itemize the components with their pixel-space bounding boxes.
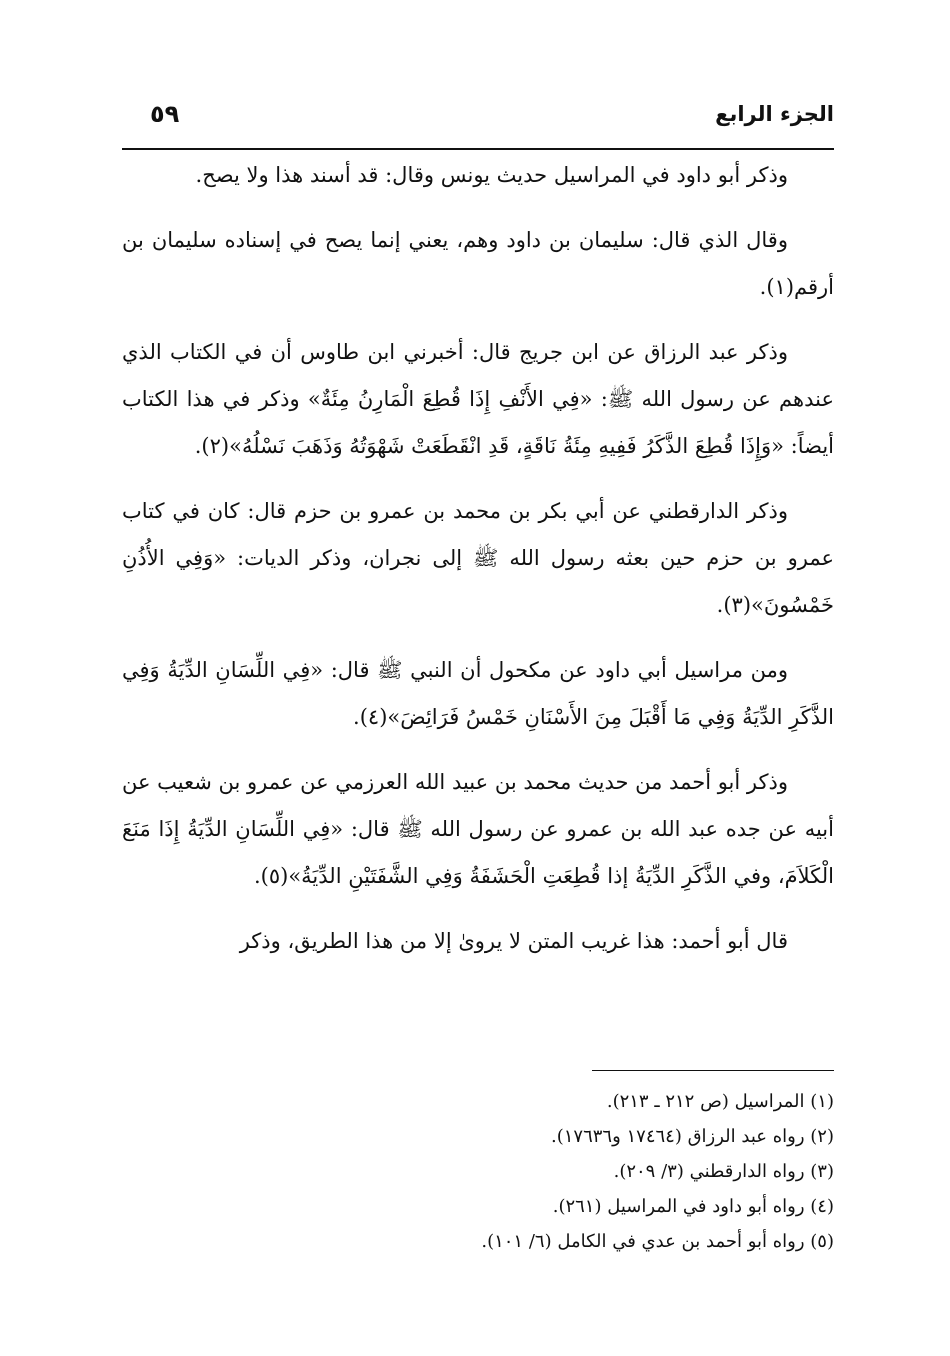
footnote-1: (١) المراسيل (ص ٢١٢ ـ ٢١٣). xyxy=(606,1091,834,1112)
paragraph-7: قال أبو أحمد: هذا غريب المتن لا يروىٰ إلا من هذا الطريق، وذكر xyxy=(239,929,788,953)
footnote-5: (٥) رواه أبو أحمد بن عدي في الكامل (٦/ ١٠١). xyxy=(481,1231,834,1252)
footnote-4: (٤) رواه أبو داود في المراسيل (٢٦١). xyxy=(552,1196,834,1217)
paragraph-1: وذكر أبو داود في المراسيل حديث يونس وقال: قد أسند هذا ولا يصح. xyxy=(195,163,788,187)
page-header xyxy=(122,96,834,146)
footnote-rule xyxy=(592,1070,834,1071)
paragraph-2: وقال الذي قال: سليمان بن داود وهم، يعني إنما يصح في إسناده سليمان بن أرقم(١). xyxy=(122,228,834,299)
paragraph-5: ومن مراسيل أبي داود عن مكحول أن النبي ﷺ قال: «فِي اللِّسَانِ الدِّيَةُ وَفِي الذَّكَرِ الدِّيَةُ وَفِي مَا أَقْبَلَ مِنَ الأَسْنَانِ خَمْسُ فَرَائِضَ»(٤). xyxy=(122,658,834,729)
paragraph-4: وذكر الدارقطني عن أبي بكر بن محمد بن عمرو بن حزم قال: كان في كتاب عمرو بن حزم حين بعثه رسول الله ﷺ إلى نجران، وذكر الديات: «وَفِي الأُذُنِ خَمْسُونَ»(٣). xyxy=(122,499,834,617)
header-rule xyxy=(122,148,834,150)
paragraph-3: وذكر عبد الرزاق عن ابن جريج قال: أخبرني ابن طاوس أن في الكتاب الذي عندهم عن رسول الله ﷺ: «فِي الأَنْفِ إِذَا قُطِعَ الْمَارِنُ مِئَةٌ» وذكر في هذا الكتاب أيضاً: «وَإِذَا قُطِعَ الذَّكَرُ فَفِيهِ مِئَةُ نَاقَةٍ، قَدِ انْقَطَعَتْ شَهْوَتُهُ وَذَهَبَ نَسْلُهُ»(٢). xyxy=(122,340,834,458)
paragraph-6: وذكر أبو أحمد من حديث محمد بن عبيد الله العرزمي عن عمرو بن شعيب عن أبيه عن جده عبد الله بن عمرو عن رسول الله ﷺ قال: «فِي اللِّسَانِ الدِّيَةُ إِذَا مَنَعَ الْكَلاَمَ، وفي الذَّكَرِ الدِّيَةُ إذا قُطِعَتِ الْحَشَفَةُ وَفِي الشَّفَتَيْنِ الدِّيَةُ»(٥). xyxy=(121,770,834,888)
page-number: ٥٩ xyxy=(150,100,180,128)
footnotes xyxy=(122,1084,834,1259)
footnote-2: (٢) رواه عبد الرزاق (١٧٤٦٤ و١٧٦٣٦). xyxy=(550,1126,834,1147)
main-text xyxy=(122,152,834,983)
running-title: الجزء الرابع xyxy=(715,102,834,126)
footnote-3: (٣) رواه الدارقطني (٣/ ٢٠٩). xyxy=(613,1161,834,1182)
